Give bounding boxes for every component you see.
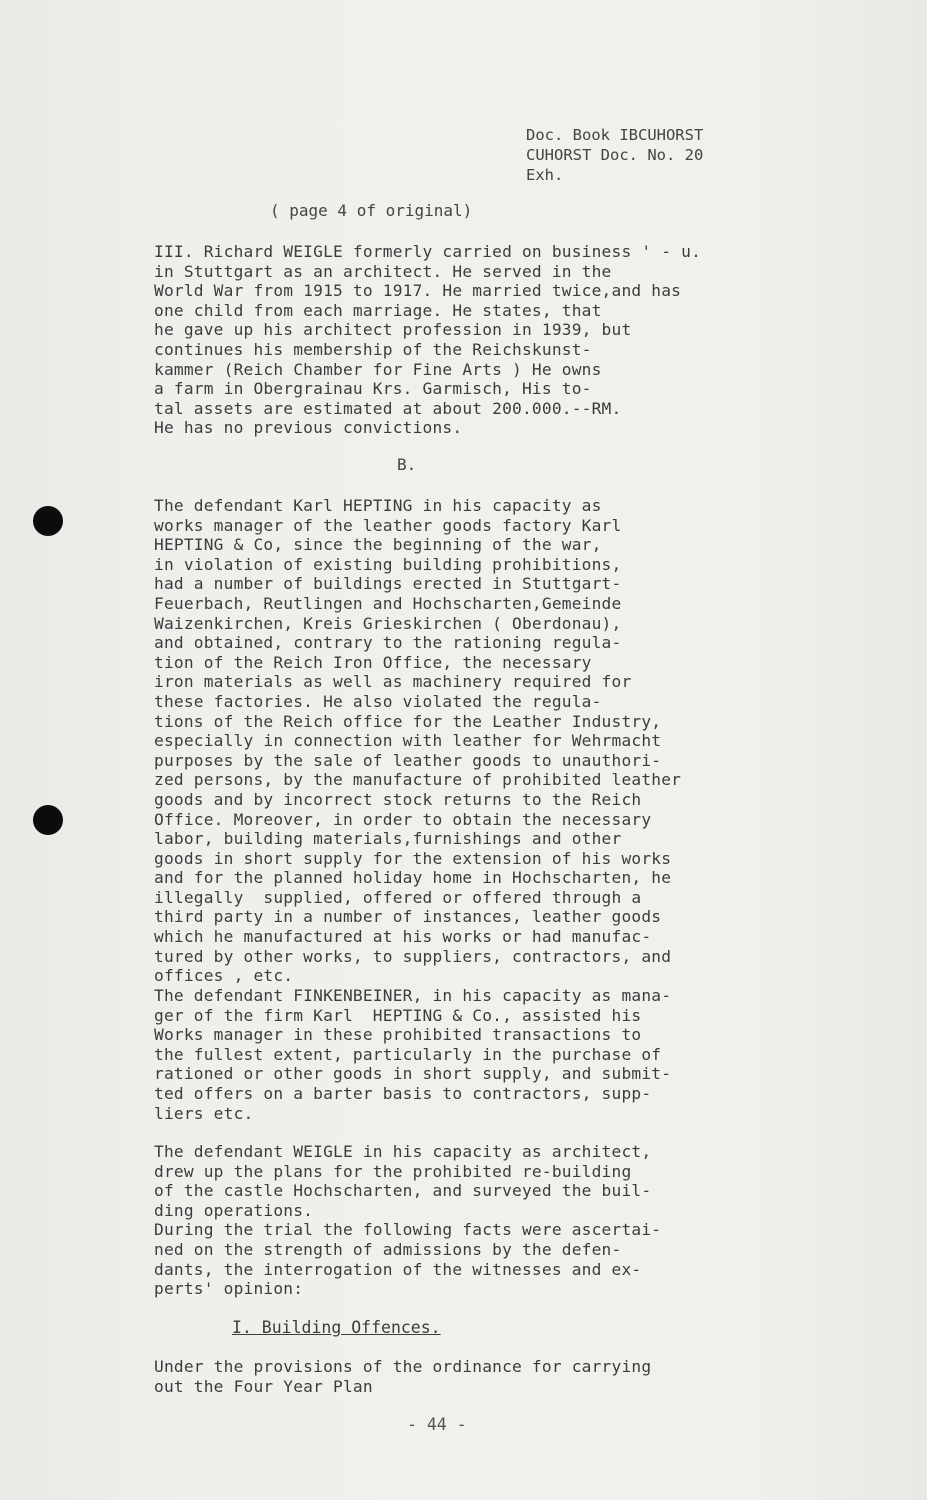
text-line: World War from 1915 to 1917. He married twice,and has bbox=[154, 281, 682, 301]
text-line: zed persons, by the manufacture of prohibited leather bbox=[154, 770, 682, 790]
text-line: Office. Moreover, in order to obtain the necessary bbox=[154, 809, 652, 829]
text-line: tions of the Reich office for the Leather Industry, bbox=[154, 711, 662, 731]
text-line: The defendant Karl HEPTING in his capacity as bbox=[154, 496, 602, 515]
text-line: dants, the interrogation of the witnesses and ex- bbox=[154, 1259, 642, 1279]
paragraph-iii bbox=[154, 242, 701, 438]
text-line: illegally supplied, offered or offered through a bbox=[154, 887, 642, 907]
text-line: in violation of existing building prohibitions, bbox=[154, 554, 622, 574]
text-line: offices , etc. bbox=[154, 966, 294, 986]
text-line: Waizenkirchen, Kreis Grieskirchen ( Oberdonau), bbox=[154, 613, 622, 633]
text-line: one child from each marriage. He states, that bbox=[154, 300, 602, 320]
text-line: kammer (Reich Chamber for Fine Arts ) He owns bbox=[154, 359, 602, 379]
section-heading-building-offences: I. Building Offences. bbox=[232, 1318, 441, 1337]
text-line: ger of the firm Karl HEPTING & Co., assisted his bbox=[154, 1005, 642, 1025]
text-line: HEPTING & Co, since the beginning of the war, bbox=[154, 535, 602, 555]
document-header bbox=[526, 125, 703, 185]
punch-hole-bottom bbox=[33, 805, 63, 835]
page-number: - 44 - bbox=[407, 1415, 467, 1434]
header-line-1: Doc. Book IBCUHORST bbox=[526, 126, 704, 144]
text-line: Under the provisions of the ordinance for carrying bbox=[154, 1357, 652, 1376]
text-line: perts' opinion: bbox=[154, 1279, 304, 1299]
text-line: continues his membership of the Reichskunst- bbox=[154, 339, 592, 359]
text-line: Works manager in these prohibited transactions to bbox=[154, 1025, 642, 1045]
text-line: third party in a number of instances, leather goods bbox=[154, 907, 662, 927]
text-line: tal assets are estimated at about 200.000.--RM. bbox=[154, 398, 622, 418]
paragraph-hepting bbox=[154, 496, 681, 986]
text-line: in Stuttgart as an architect. He served in the bbox=[154, 261, 612, 281]
text-line: labor, building materials,furnishings and other bbox=[154, 829, 622, 849]
text-line: out the Four Year Plan bbox=[154, 1376, 373, 1396]
paragraph-finkenbeiner bbox=[154, 986, 671, 1123]
text-line: The defendant WEIGLE in his capacity as architect, bbox=[154, 1142, 652, 1161]
text-line: tion of the Reich Iron Office, the necessary bbox=[154, 652, 592, 672]
text-line: which he manufactured at his works or had manufac- bbox=[154, 927, 652, 947]
text-line: tured by other works, to suppliers, contractors, and bbox=[154, 946, 672, 966]
text-line: iron materials as well as machinery required for bbox=[154, 672, 632, 692]
text-line: works manager of the leather goods factory Karl bbox=[154, 515, 622, 535]
text-line: He has no previous convictions. bbox=[154, 418, 463, 438]
text-line: ned on the strength of admissions by the defen- bbox=[154, 1239, 622, 1259]
text-line: and obtained, contrary to the rationing regula- bbox=[154, 633, 622, 653]
text-line: goods and by incorrect stock returns to the Reich bbox=[154, 789, 642, 809]
header-line-2: CUHORST Doc. No. 20 bbox=[526, 146, 704, 164]
text-line: of the castle Hochscharten, and surveyed the buil- bbox=[154, 1181, 652, 1201]
text-line: purposes by the sale of leather goods to unauthori- bbox=[154, 750, 662, 770]
text-line: had a number of buildings erected in Stuttgart- bbox=[154, 574, 622, 594]
text-line: liers etc. bbox=[154, 1103, 254, 1123]
paragraph-weigle bbox=[154, 1142, 661, 1299]
punch-hole-top bbox=[33, 506, 63, 536]
page-reference: ( page 4 of original) bbox=[270, 201, 473, 220]
text-line: the fullest extent, particularly in the purchase of bbox=[154, 1044, 662, 1064]
text-line: and for the planned holiday home in Hochscharten, he bbox=[154, 868, 672, 888]
text-line: these factories. He also violated the regula- bbox=[154, 691, 602, 711]
section-b-label: B. bbox=[397, 455, 417, 474]
paragraph-ordinance bbox=[154, 1357, 651, 1396]
text-line: goods in short supply for the extension of his works bbox=[154, 848, 672, 868]
text-line: ding operations. bbox=[154, 1200, 314, 1220]
text-line: he gave up his architect profession in 1939, but bbox=[154, 320, 632, 340]
text-line: III. Richard WEIGLE formerly carried on business ' - u. bbox=[154, 242, 702, 261]
text-line: During the trial the following facts were ascertai- bbox=[154, 1220, 662, 1240]
text-line: ted offers on a barter basis to contractors, supp- bbox=[154, 1083, 652, 1103]
text-line: rationed or other goods in short supply, and submit- bbox=[154, 1064, 672, 1084]
text-line: Feuerbach, Reutlingen and Hochscharten,Gemeinde bbox=[154, 593, 622, 613]
text-line: especially in connection with leather for Wehrmacht bbox=[154, 731, 662, 751]
text-line: a farm in Obergrainau Krs. Garmisch, His to- bbox=[154, 379, 592, 399]
text-line: drew up the plans for the prohibited re-building bbox=[154, 1161, 632, 1181]
header-line-3: Exh. bbox=[526, 166, 564, 184]
text-line: The defendant FINKENBEINER, in his capacity as mana- bbox=[154, 986, 672, 1005]
